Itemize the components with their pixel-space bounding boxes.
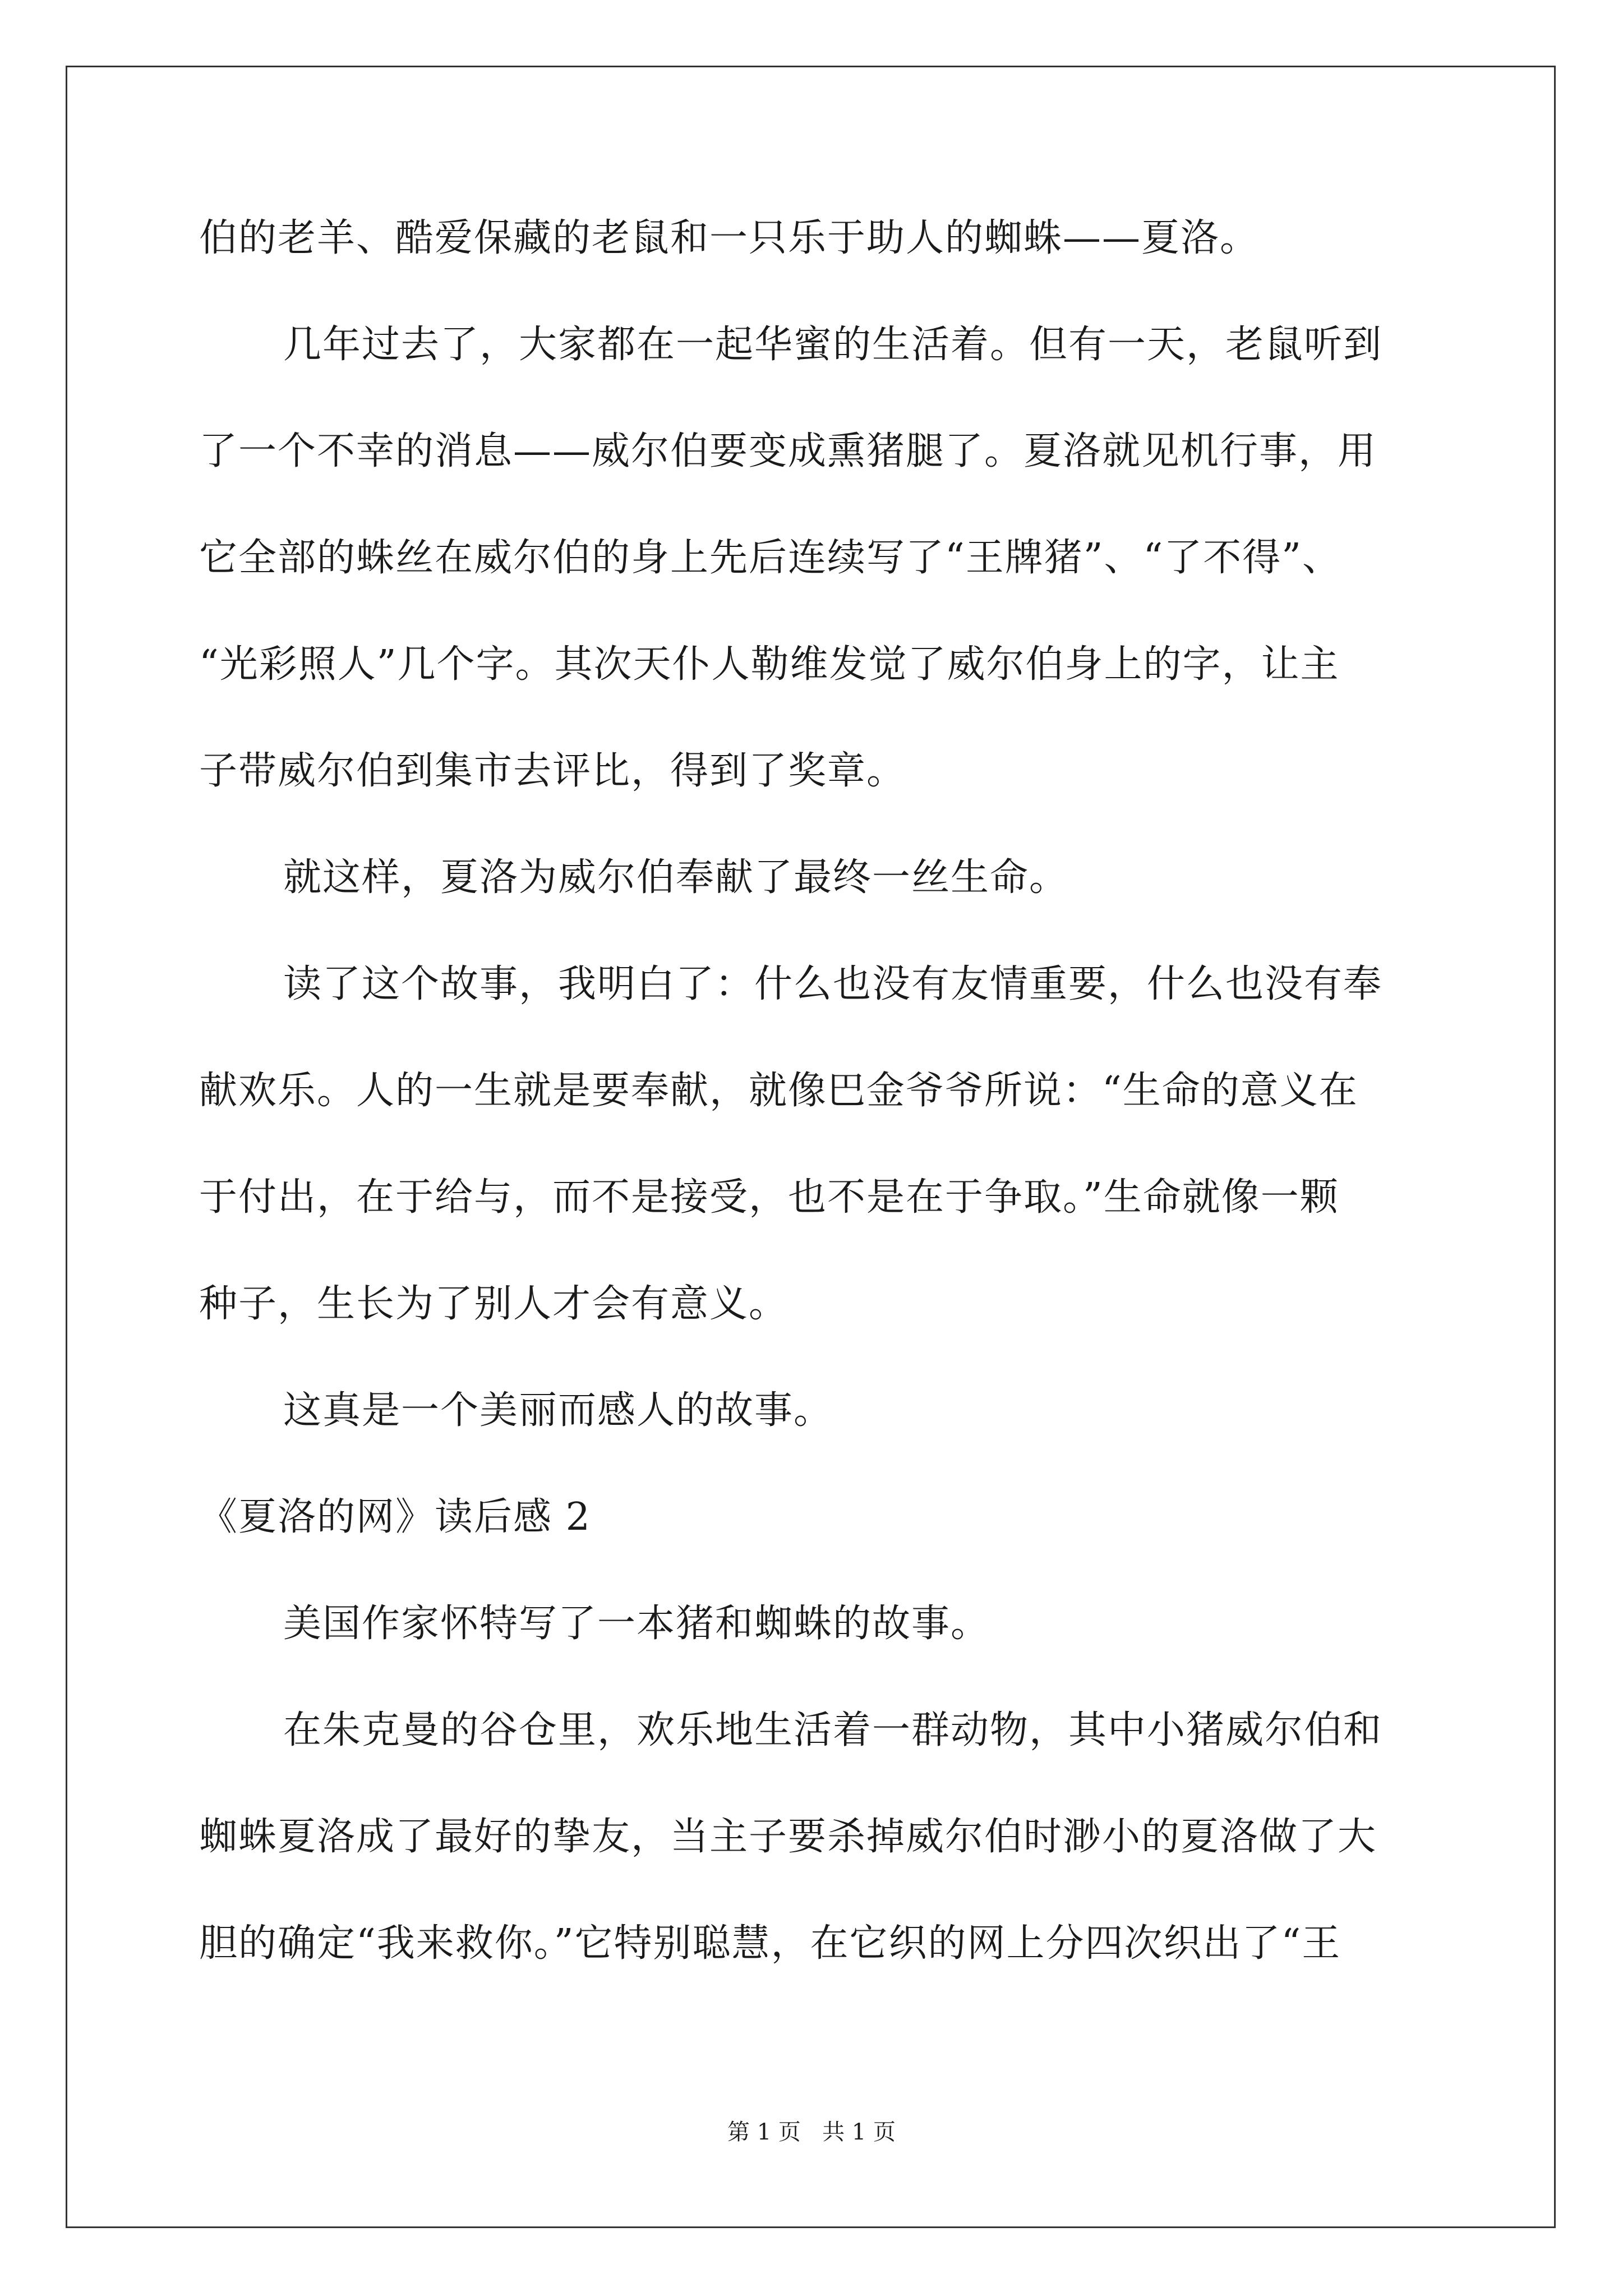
text-line: 胆的确定“我来救你。”它特别聪慧，在它织的网上分四次织出了“王	[199, 1921, 1341, 1966]
text-line: 就这样，夏洛为威尔伯奉献了最终一丝生命。	[283, 855, 1069, 900]
text-line: 蜘蛛夏洛成了最好的挚友，当主子要杀掉威尔伯时渺小的夏洛做了大	[199, 1815, 1377, 1859]
text-line: 子带威尔伯到集市去评比，得到了奖章。	[199, 749, 906, 793]
text-line: 种子，生长为了别人才会有意义。	[199, 1282, 789, 1326]
text-line: 献欢乐。人的一生就是要奉献，就像巴金爷爷所说：“生命的意义在	[199, 1069, 1358, 1113]
text-line: 它全部的蛛丝在威尔伯的身上先后连续写了“王牌猪”、“了不得”、	[199, 536, 1342, 580]
section-heading: 《夏洛的网》读后感 2	[199, 1495, 591, 1539]
page-footer: 第 1 页 共 1 页	[727, 2119, 896, 2145]
text-line: 在朱克曼的谷仓里，欢乐地生活着一群动物，其中小猪威尔伯和	[283, 1708, 1383, 1752]
text-line: 读了这个故事，我明白了：什么也没有友情重要，什么也没有奉	[283, 962, 1383, 1006]
text-line: “光彩照人”几个字。其次天仆人勒维发觉了威尔伯身上的字，让主	[199, 642, 1340, 687]
text-line: 几年过去了，大家都在一起华蜜的生活着。但有一天，老鼠听到	[283, 323, 1383, 367]
text-line: 这真是一个美丽而感人的故事。	[283, 1388, 833, 1433]
text-line: 伯的老羊、酷爱保藏的老鼠和一只乐于助人的蜘蛛——夏洛。	[199, 216, 1260, 260]
text-line: 了一个不幸的消息——威尔伯要变成熏猪腿了。夏洛就见机行事，用	[199, 429, 1377, 473]
page-border	[66, 66, 1556, 2228]
text-line: 于付出，在于给与，而不是接受，也不是在于争取。”生命就像一颗	[199, 1175, 1339, 1220]
text-line: 美国作家怀特写了一本猪和蜘蛛的故事。	[283, 1602, 990, 1646]
